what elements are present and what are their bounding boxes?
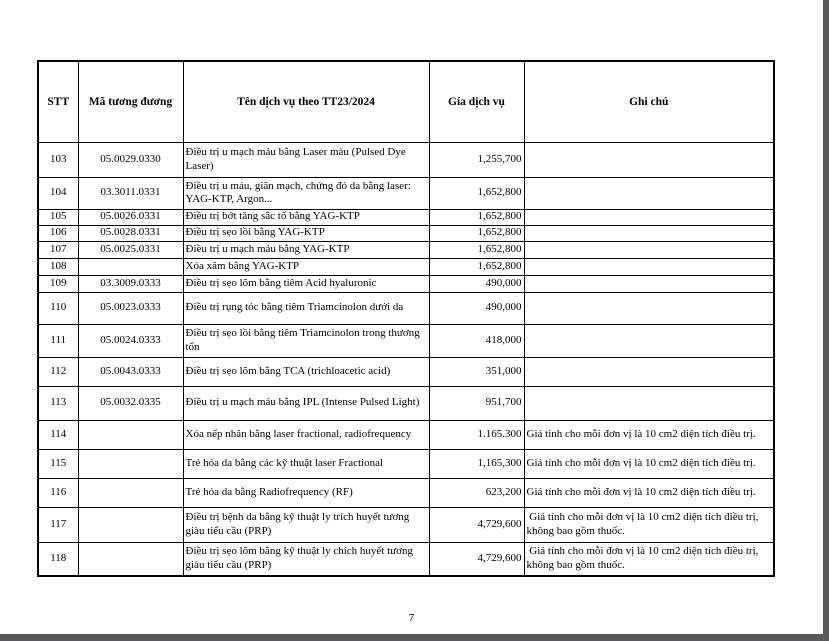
service-price-table bbox=[37, 60, 775, 577]
cell-service: Xóa xăm bằng YAG-KTP bbox=[183, 258, 429, 275]
table-row bbox=[38, 177, 774, 209]
cell-price: 1.165.300 bbox=[429, 420, 524, 449]
cell-code bbox=[78, 507, 183, 542]
cell-price: 490,000 bbox=[429, 275, 524, 292]
cell-code bbox=[78, 420, 183, 449]
table-row bbox=[38, 357, 774, 386]
cell-stt: 116 bbox=[38, 478, 78, 507]
cell-service: Điều trị u mạch máu bằng YAG-KTP bbox=[183, 241, 429, 258]
header-service-name: Tên dịch vụ theo TT23/2024 bbox=[183, 61, 429, 142]
cell-note bbox=[524, 241, 774, 258]
cell-price: 1,652,800 bbox=[429, 241, 524, 258]
cell-price: 1,652,800 bbox=[429, 258, 524, 275]
cell-price: 351,000 bbox=[429, 357, 524, 386]
table-row bbox=[38, 478, 774, 507]
cell-code: 05.0032.0335 bbox=[78, 386, 183, 420]
header-note: Ghi chú bbox=[524, 61, 774, 142]
cell-note: Giá tính cho mỗi đơn vị là 10 cm2 diện tích điều trị. bbox=[524, 478, 774, 507]
cell-code bbox=[78, 542, 183, 576]
cell-code bbox=[78, 478, 183, 507]
table-row bbox=[38, 275, 774, 292]
cell-code: 03.3009.0333 bbox=[78, 275, 183, 292]
cell-code: 05.0028.0331 bbox=[78, 225, 183, 241]
cell-price: 951,700 bbox=[429, 386, 524, 420]
table-row bbox=[38, 507, 774, 542]
cell-note: Giá tính cho mỗi đơn vị là 10 cm2 diện tích điều trị. bbox=[524, 420, 774, 449]
viewer-background-right-edge bbox=[823, 0, 829, 641]
cell-stt: 113 bbox=[38, 386, 78, 420]
table-row bbox=[38, 241, 774, 258]
cell-note bbox=[524, 142, 774, 177]
cell-note: Giá tính cho mỗi đơn vị là 10 cm2 diện tích điều trị, không bao gồm thuốc. bbox=[524, 542, 774, 576]
cell-stt: 112 bbox=[38, 357, 78, 386]
cell-note bbox=[524, 209, 774, 225]
table-row bbox=[38, 420, 774, 449]
cell-stt: 115 bbox=[38, 449, 78, 478]
cell-stt: 106 bbox=[38, 225, 78, 241]
table-row bbox=[38, 258, 774, 275]
cell-price: 1,652,800 bbox=[429, 225, 524, 241]
cell-note bbox=[524, 258, 774, 275]
cell-note bbox=[524, 177, 774, 209]
cell-service: Điều trị rụng tóc bằng tiêm Triamcinolon dưới da bbox=[183, 292, 429, 324]
table-header bbox=[38, 61, 774, 142]
cell-code bbox=[78, 449, 183, 478]
cell-stt: 109 bbox=[38, 275, 78, 292]
cell-note bbox=[524, 324, 774, 357]
table-row bbox=[38, 292, 774, 324]
viewer-background-bottom-edge bbox=[0, 634, 829, 641]
cell-price: 1,652,800 bbox=[429, 177, 524, 209]
table-row bbox=[38, 324, 774, 357]
cell-service: Điều trị sẹo lõm bằng tiêm Acid hyaluronic bbox=[183, 275, 429, 292]
cell-stt: 118 bbox=[38, 542, 78, 576]
cell-service: Điều trị sẹo lồi bằng tiêm Triamcinolon trong thương tổn bbox=[183, 324, 429, 357]
cell-stt: 117 bbox=[38, 507, 78, 542]
cell-service: Điều trị u máu, giãn mạch, chứng đỏ da bằng laser: YAG-KTP, Argon... bbox=[183, 177, 429, 209]
cell-note bbox=[524, 225, 774, 241]
cell-price: 1,165,300 bbox=[429, 449, 524, 478]
cell-price: 4,729,600 bbox=[429, 542, 524, 576]
cell-stt: 105 bbox=[38, 209, 78, 225]
cell-stt: 103 bbox=[38, 142, 78, 177]
cell-note bbox=[524, 357, 774, 386]
cell-price: 1,255,700 bbox=[429, 142, 524, 177]
cell-service: Trẻ hóa da bằng các kỹ thuật laser Fractional bbox=[183, 449, 429, 478]
cell-stt: 107 bbox=[38, 241, 78, 258]
cell-service: Điều trị u mạch máu bằng Laser màu (Pulsed Dye Laser) bbox=[183, 142, 429, 177]
cell-service: Điều trị bệnh da bằng kỹ thuật ly trích huyết tương giàu tiểu cầu (PRP) bbox=[183, 507, 429, 542]
cell-service: Điều trị sẹo lõm bằng TCA (trichloacetic acid) bbox=[183, 357, 429, 386]
cell-code: 05.0024.0333 bbox=[78, 324, 183, 357]
cell-code: 05.0025.0331 bbox=[78, 241, 183, 258]
header-code: Mã tương đương bbox=[78, 61, 183, 142]
page-number: 7 bbox=[408, 612, 415, 624]
cell-note bbox=[524, 386, 774, 420]
cell-code: 05.0023.0333 bbox=[78, 292, 183, 324]
cell-service: Điều trị u mạch máu bằng IPL (Intense Pulsed Light) bbox=[183, 386, 429, 420]
cell-stt: 114 bbox=[38, 420, 78, 449]
header-price: Gía dịch vụ bbox=[429, 61, 524, 142]
cell-service: Xóa nếp nhăn bằng laser fractional, radiofrequency bbox=[183, 420, 429, 449]
cell-price: 490,000 bbox=[429, 292, 524, 324]
cell-stt: 110 bbox=[38, 292, 78, 324]
cell-note: Giá tính cho mỗi đơn vị là 10 cm2 diện tích điều trị, không bao gồm thuốc. bbox=[524, 507, 774, 542]
cell-service: Điều trị sẹo lõm bằng kỹ thuật ly chích huyết tương giàu tiểu cầu (PRP) bbox=[183, 542, 429, 576]
cell-price: 623,200 bbox=[429, 478, 524, 507]
table-row bbox=[38, 225, 774, 241]
table-row bbox=[38, 209, 774, 225]
cell-service: Điều trị sẹo lồi bằng YAG-KTP bbox=[183, 225, 429, 241]
table-row bbox=[38, 449, 774, 478]
cell-note: Giá tính cho mỗi đơn vị là 10 cm2 diện tích điều trị. bbox=[524, 449, 774, 478]
cell-code: 03.3011.0331 bbox=[78, 177, 183, 209]
cell-stt: 104 bbox=[38, 177, 78, 209]
cell-note bbox=[524, 275, 774, 292]
table-header-row bbox=[38, 61, 774, 142]
cell-code: 05.0029.0330 bbox=[78, 142, 183, 177]
cell-stt: 108 bbox=[38, 258, 78, 275]
table-body bbox=[38, 142, 774, 576]
cell-stt: 111 bbox=[38, 324, 78, 357]
cell-code: 05.0026.0331 bbox=[78, 209, 183, 225]
cell-code: 05.0043.0333 bbox=[78, 357, 183, 386]
cell-service: Điều trị bớt tăng sắc tố bằng YAG-KTP bbox=[183, 209, 429, 225]
cell-service: Trẻ hóa da bằng Radiofrequency (RF) bbox=[183, 478, 429, 507]
table-row bbox=[38, 142, 774, 177]
cell-price: 418,000 bbox=[429, 324, 524, 357]
cell-code bbox=[78, 258, 183, 275]
cell-price: 1,652,800 bbox=[429, 209, 524, 225]
cell-note bbox=[524, 292, 774, 324]
header-stt: STT bbox=[38, 61, 78, 142]
cell-price: 4,729,600 bbox=[429, 507, 524, 542]
table-row bbox=[38, 542, 774, 576]
table-row bbox=[38, 386, 774, 420]
